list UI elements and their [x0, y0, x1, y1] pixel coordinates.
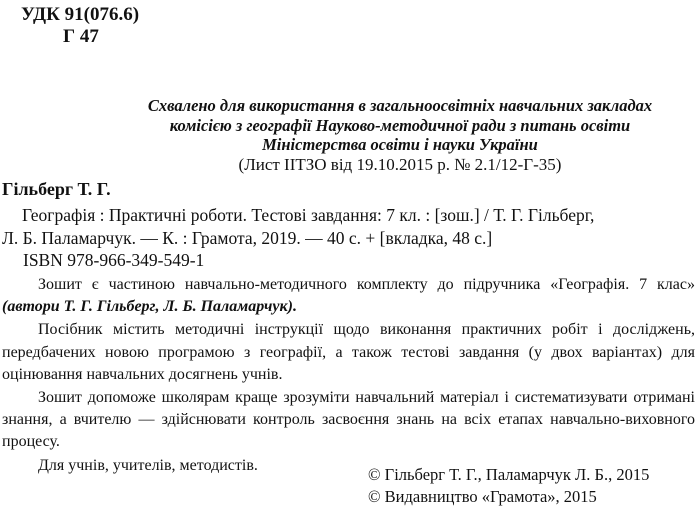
annotation-paragraph-4: Для учнів, учителів, методистів. [38, 456, 258, 474]
annotation-paragraph-3: Зошит допоможе школярам краще зрозуміти навчальний матеріал і систематизувати отримані знання, а вчителю — здійснювати контроль засвоєння знань на всіх етапах навчально-виховного процесу. [2, 389, 695, 451]
approval-letter-ref: (Лист ІІТЗО від 19.10.2015 р. № 2.1/12-Г-35) [238, 154, 562, 174]
approval-line-3: Міністерства освіти і науки України [262, 135, 538, 154]
isbn: ISBN 978-966-349-549-1 [23, 250, 205, 270]
copyright-authors: © Гільберг Т. Г., Паламарчук Л. Б., 2015 [368, 465, 650, 484]
approval-statement [100, 96, 700, 174]
udk-code: УДК 91(076.6) [21, 4, 140, 25]
copyright-block [368, 464, 649, 508]
copyright-publisher: © Видавництво «Грамота», 2015 [368, 487, 597, 506]
annotation-paragraph-2: Посібник містить методичні інструкції щодо виконання практичних робіт і досліджень, передбачених новою програмою з географії, а також тестові завдання (у двох варіантах) для оцінювання навчальних досягнень учнів. [2, 321, 695, 383]
annotation-p1-text: Зошит є частиною навчально-методичного комплекту до підручника «Географія. 7 клас» [38, 276, 695, 293]
approval-line-2: комісією з географії Науково-методичної ради з питань освіти [169, 115, 631, 135]
biblio-line-2: Л. Б. Паламарчук. — К. : Грамота, 2019. — 40 с. + [вкладка, 48 с.] [2, 228, 493, 248]
bibliographic-record [2, 204, 692, 250]
biblio-line-1: Географія : Практичні роботи. Тестові завдання: 7 кл. : [зош.] / Т. Г. Гільберг, [22, 205, 595, 225]
author-mark: Г 47 [63, 26, 99, 47]
author-heading: Гільберг Т. Г. [2, 179, 111, 199]
udk-block [21, 4, 139, 48]
annotation [2, 274, 695, 477]
annotation-paragraph-1 [2, 274, 695, 318]
annotation-p1-authors: (автори Т. Г. Гільберг, Л. Б. Паламарчук). [2, 298, 297, 316]
approval-line-1: Схвалено для використання в загальноосвітніх навчальних закладах [147, 96, 653, 115]
